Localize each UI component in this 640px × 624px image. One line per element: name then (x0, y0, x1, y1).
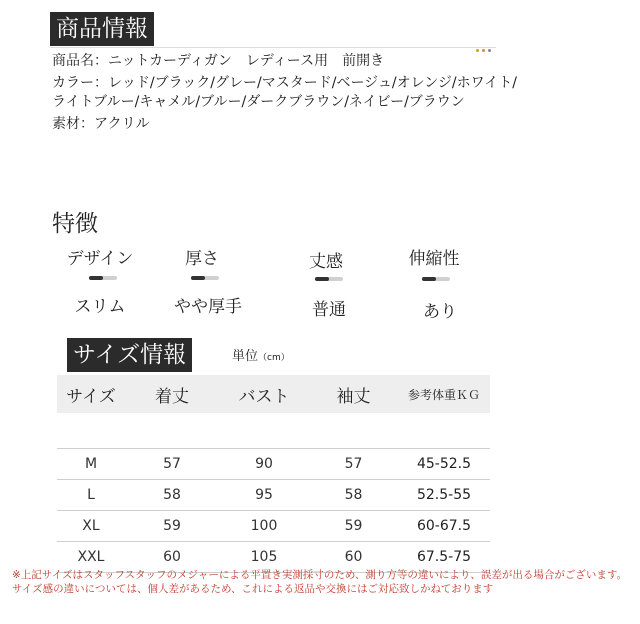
unit-value: （cm） (258, 353, 290, 363)
feature-value-thickness: やや厚手 (174, 297, 242, 317)
header-length: 着丈 (125, 375, 219, 413)
size-table-header (57, 375, 490, 413)
table-row (57, 449, 490, 480)
cell-bust: 95 (219, 480, 309, 511)
cell-weight: 60-67.5 (398, 511, 490, 542)
feature-meter-design (89, 276, 117, 280)
feature-label-length: 丈感 (309, 252, 343, 272)
product-colors-line2: ライトブルー/キャメル/ブルー/ダークブラウン/ネイビー/ブラウン (52, 94, 465, 110)
table-row (57, 480, 490, 511)
product-info-heading: 商品情報 (50, 12, 154, 46)
feature-label-thickness: 厚さ (185, 249, 219, 269)
table-row (57, 511, 490, 542)
product-colors-line1: カラー：レッド/ブラック/グレー/マスタード/ベージュ/オレンジ/ホワイト/ (52, 75, 517, 91)
cell-sleeve: 59 (309, 511, 398, 542)
heading-underline (50, 47, 496, 48)
product-name: 商品名：ニットカーディガン レディース用 前開き (52, 53, 385, 69)
header-size: サイズ (57, 375, 125, 413)
header-bust: バスト (219, 375, 309, 413)
product-material: 素材：アクリル (52, 116, 150, 132)
feature-meter-thickness (191, 276, 219, 280)
cell-sleeve: 57 (309, 449, 398, 480)
note-line-2: サイズ感の違いについては、個人差があるため、これによる返品や交換にはご対応致しかねております (12, 583, 494, 595)
header-weight: 参考体重ＫＧ (398, 375, 490, 413)
size-info-heading: サイズ情報 (67, 338, 192, 372)
cell-weight: 67.5-75 (398, 542, 490, 573)
feature-value-design: スリム (74, 297, 126, 317)
cell-length: 58 (125, 480, 219, 511)
feature-value-length: 普通 (312, 300, 346, 320)
unit-label-text: 単位 (232, 349, 259, 364)
cell-size: XL (57, 511, 125, 542)
table-spacer-row (57, 413, 490, 449)
feature-label-stretch: 伸縮性 (408, 249, 460, 269)
cell-bust: 100 (219, 511, 309, 542)
cell-length: 59 (125, 511, 219, 542)
cell-sleeve: 58 (309, 480, 398, 511)
header-sleeve: 袖丈 (309, 375, 398, 413)
features-heading: 特徴 (52, 211, 98, 237)
cell-length: 60 (125, 542, 219, 573)
unit-label (232, 345, 290, 364)
cell-size: M (57, 449, 125, 480)
cell-size: XXL (57, 542, 125, 573)
cell-weight: 52.5-55 (398, 480, 490, 511)
cell-sleeve: 60 (309, 542, 398, 573)
feature-meter-length (315, 277, 343, 281)
cell-bust: 90 (219, 449, 309, 480)
cell-length: 57 (125, 449, 219, 480)
feature-value-stretch: あり (423, 302, 457, 322)
cell-bust: 105 (219, 542, 309, 573)
note-line-1: ※上記サイズはスタッフスタッフのメジャーによる平置き実測採寸のため、測り方等の違いにより、誤差が出る場合がございます。 (12, 569, 628, 581)
cell-size: L (57, 480, 125, 511)
feature-meter-stretch (422, 277, 450, 281)
feature-label-design: デザイン (66, 249, 134, 269)
cell-weight: 45-52.5 (398, 449, 490, 480)
features-grid (50, 244, 490, 324)
size-table (57, 375, 490, 573)
